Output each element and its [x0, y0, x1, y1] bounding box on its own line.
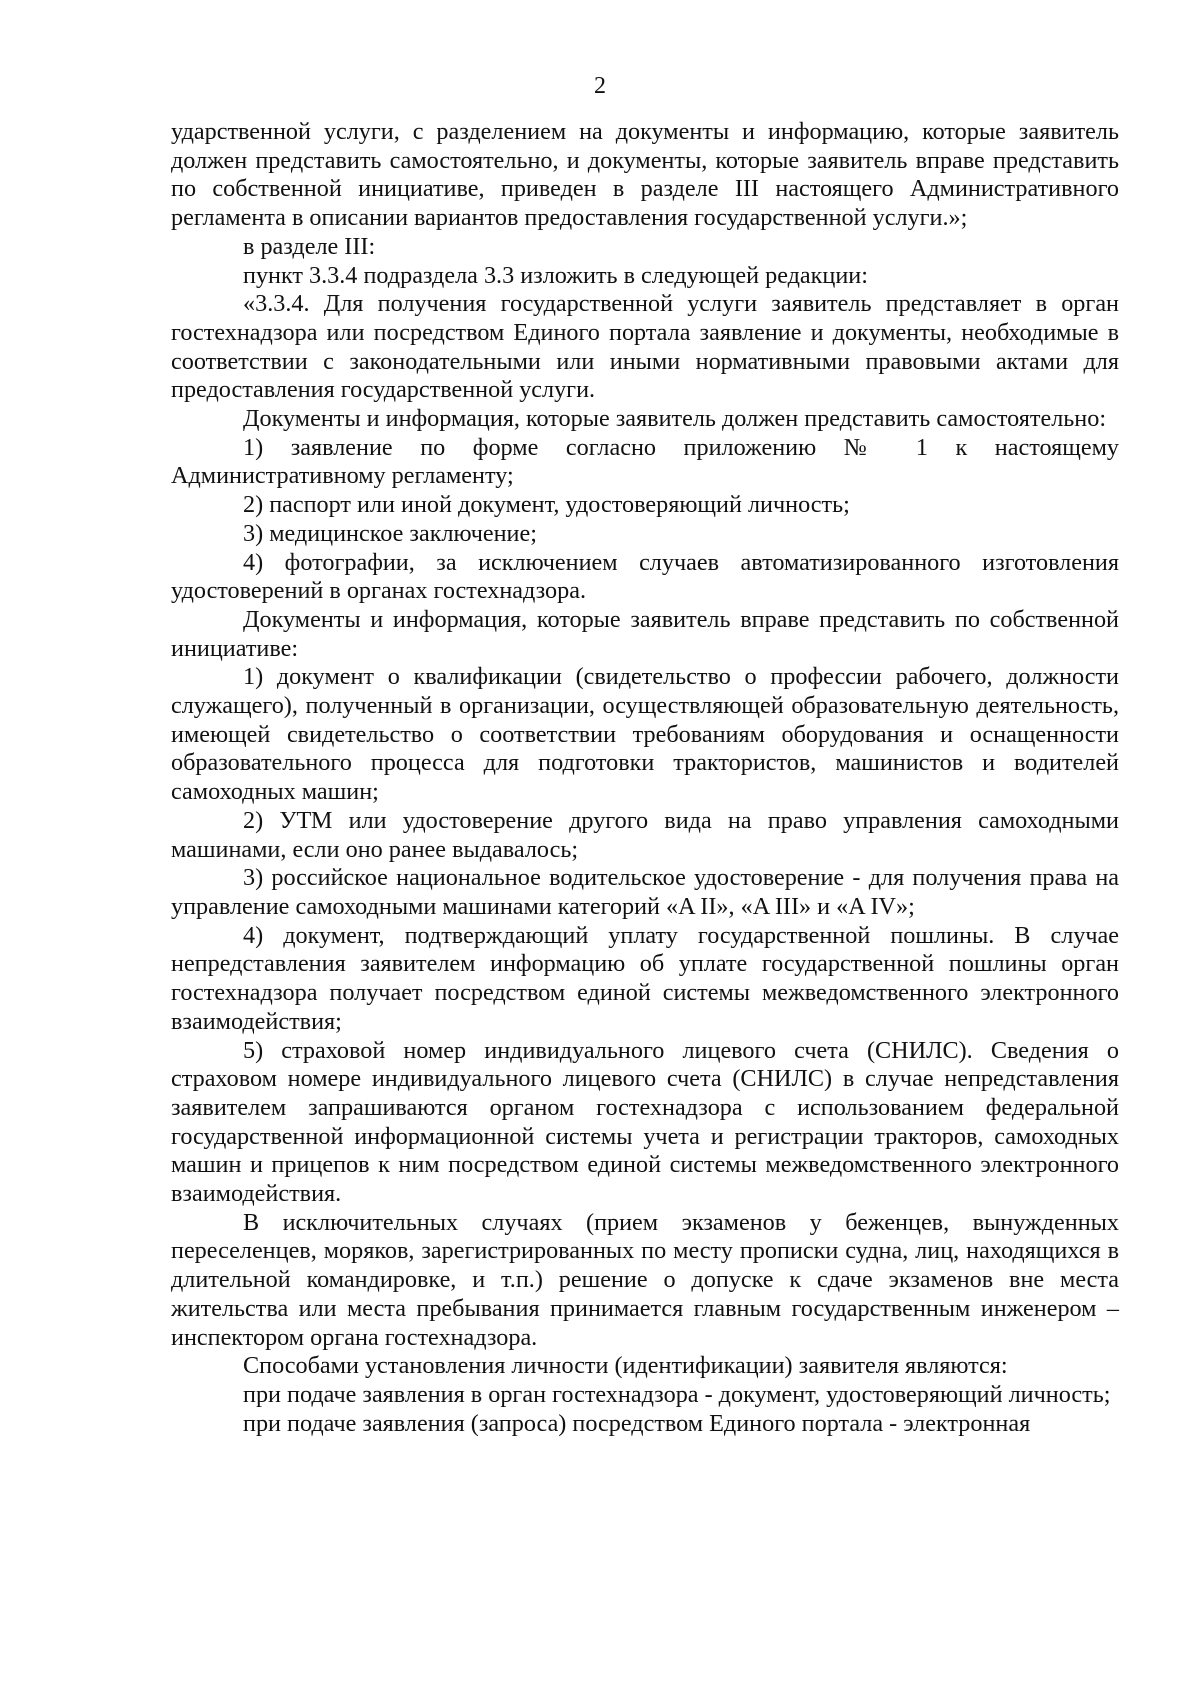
paragraph-amendment-intro: пункт 3.3.4 подраздела 3.3 изложить в следующей редакции: — [243, 261, 868, 289]
paragraph-3-3-4: «3.3.4. Для получения государственной услуги заявитель представляет в орган гостехнадзора или посредством Единого портала заявление и документы, необходимые в соответствии с законодательными или иными нормативными правовыми актами для предоставления государственной услуги. — [171, 290, 1119, 404]
paragraph-optional-docs-heading: Документы и информация, которые заявитель вправе представить по собственной инициативе: — [171, 605, 1119, 662]
list-item-required-1: 1) заявление по форме согласно приложению № 1 к настоящему Административному регламенту; — [171, 433, 1119, 490]
list-item-optional-3: 3) российское национальное водительское удостоверение - для получения права на управление самоходными машинами категорий «A II», «A III» и «A IV»; — [171, 864, 1119, 920]
page-number: 2 — [594, 73, 606, 99]
list-item-required-2: 2) паспорт или иной документ, удостоверяющий личность; — [243, 491, 850, 519]
paragraph-section-iii: в разделе III: — [243, 232, 376, 260]
paragraph-required-docs-heading: Документы и информация, которые заявитель должен представить самостоятельно: — [243, 405, 1107, 433]
list-item-optional-2: 2) УТМ или удостоверение другого вида на право управления самоходными машинами, если оно ранее выдавалось; — [171, 806, 1119, 863]
list-item-required-3: 3) медицинское заключение; — [243, 519, 537, 547]
paragraph-identification-in-person: при подаче заявления в орган гостехнадзора - документ, удостоверяющий личность; — [243, 1380, 1111, 1408]
paragraph-exceptional-cases: В исключительных случаях (прием экзаменов у беженцев, вынужденных переселенцев, моряков, зарегистрированных по месту прописки судна, лиц, находящихся в длительной командировке, и т.п.) решение о допуске к сдаче экзаменов вне места жительства или места пребывания принимается главным государственным инженером – инспектором органа гостехнадзора. — [171, 1208, 1119, 1351]
list-item-optional-4: 4) документ, подтверждающий уплату государственной пошлины. В случае непредставления заявителем информацию об уплате государственной пошлины орган гостехнадзора получает посредством единой системы межведомственного электронного взаимодействия; — [171, 921, 1119, 1035]
list-item-optional-1: 1) документ о квалификации (свидетельство о профессии рабочего, должности служащего), полученный в организации, осуществляющей образовательную деятельность, имеющей свидетельство о соответствии требованиям оборудования и оснащенности образовательного процесса для подготовки трактористов, машинистов и водителей самоходных машин; — [171, 663, 1119, 806]
document-body — [171, 118, 1119, 1438]
paragraph-continuation: ударственной услуги, с разделением на документы и информацию, которые заявитель должен представить самостоятельно, и документы, которые заявитель вправе представить по собственной инициативе, приведен в разделе III настоящего Административного регламента в описании вариантов предоставления государственной услуги.»; — [171, 118, 1119, 232]
paragraph-identification-portal: при подаче заявления (запроса) посредством Единого портала - электронная — [243, 1409, 1031, 1437]
paragraph-identification-methods: Способами установления личности (идентификации) заявителя являются: — [243, 1352, 1008, 1380]
list-item-required-4: 4) фотографии, за исключением случаев автоматизированного изготовления удостоверений в органах гостехнадзора. — [171, 548, 1119, 605]
list-item-optional-5: 5) страховой номер индивидуального лицевого счета (СНИЛС). Сведения о страховом номере индивидуального лицевого счета (СНИЛС) в случае непредставления заявителем запрашиваются органом гостехнадзора с использованием федеральной государственной информационной системы учета и регистрации тракторов, самоходных машин и прицепов к ним посредством единой системы межведомственного электронного взаимодействия. — [171, 1036, 1119, 1208]
